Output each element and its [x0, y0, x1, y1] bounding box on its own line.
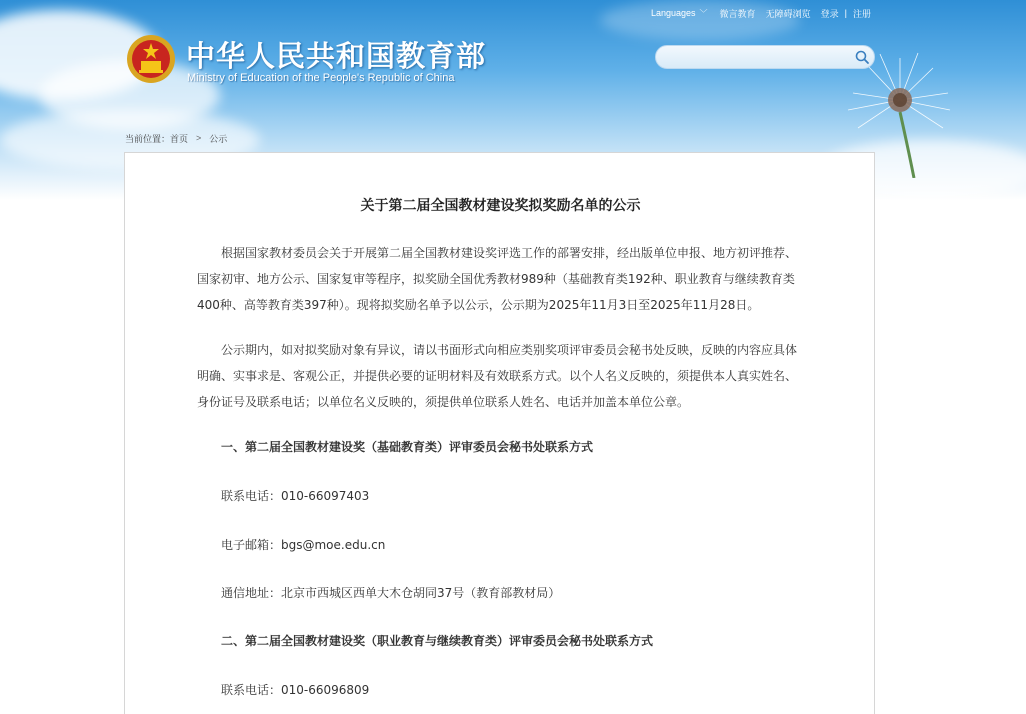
contact-phone: 联系电话：010-66096809: [221, 683, 370, 697]
national-emblem-icon: [126, 34, 176, 84]
accessibility-link[interactable]: 无障碍浏览: [765, 8, 811, 19]
search-icon[interactable]: [854, 49, 870, 65]
chevron-down-icon[interactable]: ﹀: [699, 8, 708, 18]
breadcrumb: [125, 131, 227, 145]
link-separator: |: [844, 8, 847, 18]
breadcrumb-home-link[interactable]: 首页: [170, 133, 189, 144]
breadcrumb-prefix: 当前位置：: [125, 133, 171, 144]
section-heading: 二、第二届全国教材建设奖（职业教育与继续教育类）评审委员会秘书处联系方式: [221, 634, 654, 648]
contact-email: 电子邮箱：bgs@moe.edu.cn: [221, 538, 386, 552]
register-link[interactable]: 注册: [852, 8, 871, 19]
contact-address: 通信地址：北京市西城区西单大木仓胡同37号（教育部教材局）: [221, 586, 561, 600]
search-box: [655, 45, 875, 69]
wechat-link[interactable]: 微言教育: [719, 8, 756, 19]
article-title: 关于第二届全国教材建设奖拟奖励名单的公示: [360, 198, 641, 214]
article-paragraph: [197, 337, 807, 415]
section-heading: 一、第二届全国教材建设奖（基础教育类）评审委员会秘书处联系方式: [221, 440, 594, 454]
languages-menu[interactable]: Languages: [651, 8, 696, 18]
article-paragraph: [197, 240, 807, 318]
top-links: [651, 6, 871, 20]
breadcrumb-current[interactable]: 公示: [209, 133, 228, 144]
paragraph-text: 公示期内，如对拟奖励对象有异议，请以书面形式向相应类别奖项评审委员会秘书处反映，反映的内容应具体明确、实事求是、客观公正，并提供必要的证明材料及有效联系方式。以个人名义反映的，须提供本人真实姓名、身份证号及联系电话；以单位名义反映的，须提供单位联系人姓名、电话并加盖本单位公章。: [197, 343, 798, 409]
search-input[interactable]: [666, 49, 846, 65]
site-subtitle: Ministry of Education of the People's Republic of China: [187, 72, 455, 84]
article-card: [124, 152, 875, 714]
breadcrumb-separator: >: [196, 133, 202, 143]
contact-phone: 联系电话：010-66097403: [221, 489, 370, 503]
paragraph-text: 根据国家教材委员会关于开展第二届全国教材建设奖评选工作的部署安排，经出版单位申报、地方初评推荐、国家初审、地方公示、国家复审等程序，拟奖励全国优秀教材989种（基础教育类192种、职业教育与继续教育类400种、高等教育类397种）。现将拟奖励名单予以公示，公示期为2025年11月3日至2025年11月28日。: [197, 246, 798, 312]
login-link[interactable]: 登录: [820, 8, 839, 19]
site-title[interactable]: 中华人民共和国教育部: [186, 39, 487, 73]
